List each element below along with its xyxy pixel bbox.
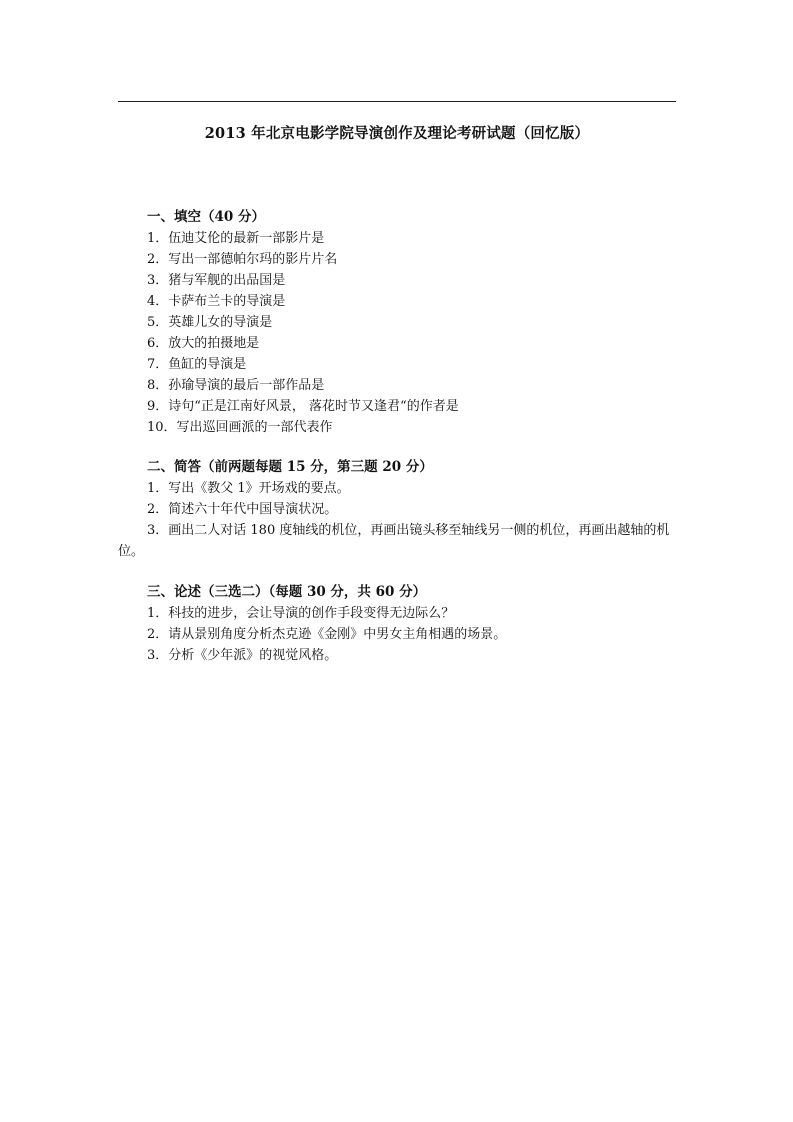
question-item: [118, 396, 678, 417]
question-item: [118, 645, 678, 666]
question-text: 孙瑜导演的最后一部作品是: [168, 378, 325, 393]
question-text: 写出《教父 1》开场戏的要点。: [168, 481, 350, 496]
question-text: 写出巡回画派的一部代表作: [176, 420, 333, 435]
question-number: 8．: [147, 378, 169, 393]
question-text: 画出二人对话 180 度轴线的机位，再画出镜头移至轴线另一侧的机位，再画出越轴的机位。: [118, 523, 670, 559]
question-text: 写出一部德帕尔玛的影片片名: [168, 252, 338, 267]
question-text: 放大的拍摄地是: [168, 336, 260, 351]
page-title: 2013 年北京电影学院导演创作及理论考研试题（回忆版）: [204, 125, 590, 142]
section-heading: 一、填空（40 分）: [147, 209, 265, 225]
question-number: 5．: [147, 315, 169, 330]
question-text: 猪与军舰的出品国是: [168, 273, 286, 288]
question-item: [118, 249, 678, 270]
question-number: 2．: [147, 502, 169, 517]
question-item: [118, 417, 678, 438]
question-number: 2．: [147, 627, 169, 642]
question-item: [118, 499, 678, 520]
question-number: 3．: [147, 273, 169, 288]
question-number: 1．: [147, 606, 169, 621]
question-number: 1．: [147, 481, 169, 496]
section-essay: [118, 582, 678, 666]
header-rule: [118, 101, 676, 102]
section-heading: 三、论述（三选二）（每题 30 分，共 60 分）: [147, 584, 427, 600]
question-text: 请从景别角度分析杰克逊《金刚》中男女主角相遇的场景。: [168, 627, 507, 642]
question-item: [118, 312, 678, 333]
question-text: 科技的进步，会让导演的创作手段变得无边际么？: [168, 606, 455, 621]
question-number: 4．: [147, 294, 169, 309]
question-item: [118, 291, 678, 312]
question-text: 英雄儿女的导演是: [168, 315, 273, 330]
question-number: 2．: [147, 252, 169, 267]
question-text: 鱼缸的导演是: [168, 357, 247, 372]
question-number: 10．: [147, 420, 177, 435]
question-list: [118, 478, 678, 562]
question-number: 6．: [147, 336, 169, 351]
section-short-answer: [118, 457, 678, 562]
question-text: 分析《少年派》的视觉风格。: [168, 648, 338, 663]
question-item: [118, 354, 678, 375]
question-number: 1．: [147, 231, 169, 246]
question-number: 3．: [147, 523, 169, 538]
question-list: [118, 228, 678, 438]
question-item: [118, 375, 678, 396]
question-item: [118, 520, 678, 562]
question-list: [118, 603, 678, 666]
question-text: 卡萨布兰卡的导演是: [168, 294, 286, 309]
question-text: 简述六十年代中国导演状况。: [168, 502, 338, 517]
section-heading: 二、简答（前两题每题 15 分，第三题 20 分）: [147, 459, 433, 475]
question-item: [118, 270, 678, 291]
question-number: 3．: [147, 648, 169, 663]
question-item: [118, 624, 678, 645]
question-number: 7．: [147, 357, 169, 372]
question-item: [118, 478, 678, 499]
section-fill-in-blank: [118, 207, 678, 438]
question-text: 诗句“正是江南好风景， 落花时节又逢君“的作者是: [168, 399, 459, 414]
question-number: 9．: [147, 399, 169, 414]
question-item: [118, 228, 678, 249]
question-text: 伍迪艾伦的最新一部影片是: [168, 231, 325, 246]
question-item: [118, 603, 678, 624]
question-item: [118, 333, 678, 354]
